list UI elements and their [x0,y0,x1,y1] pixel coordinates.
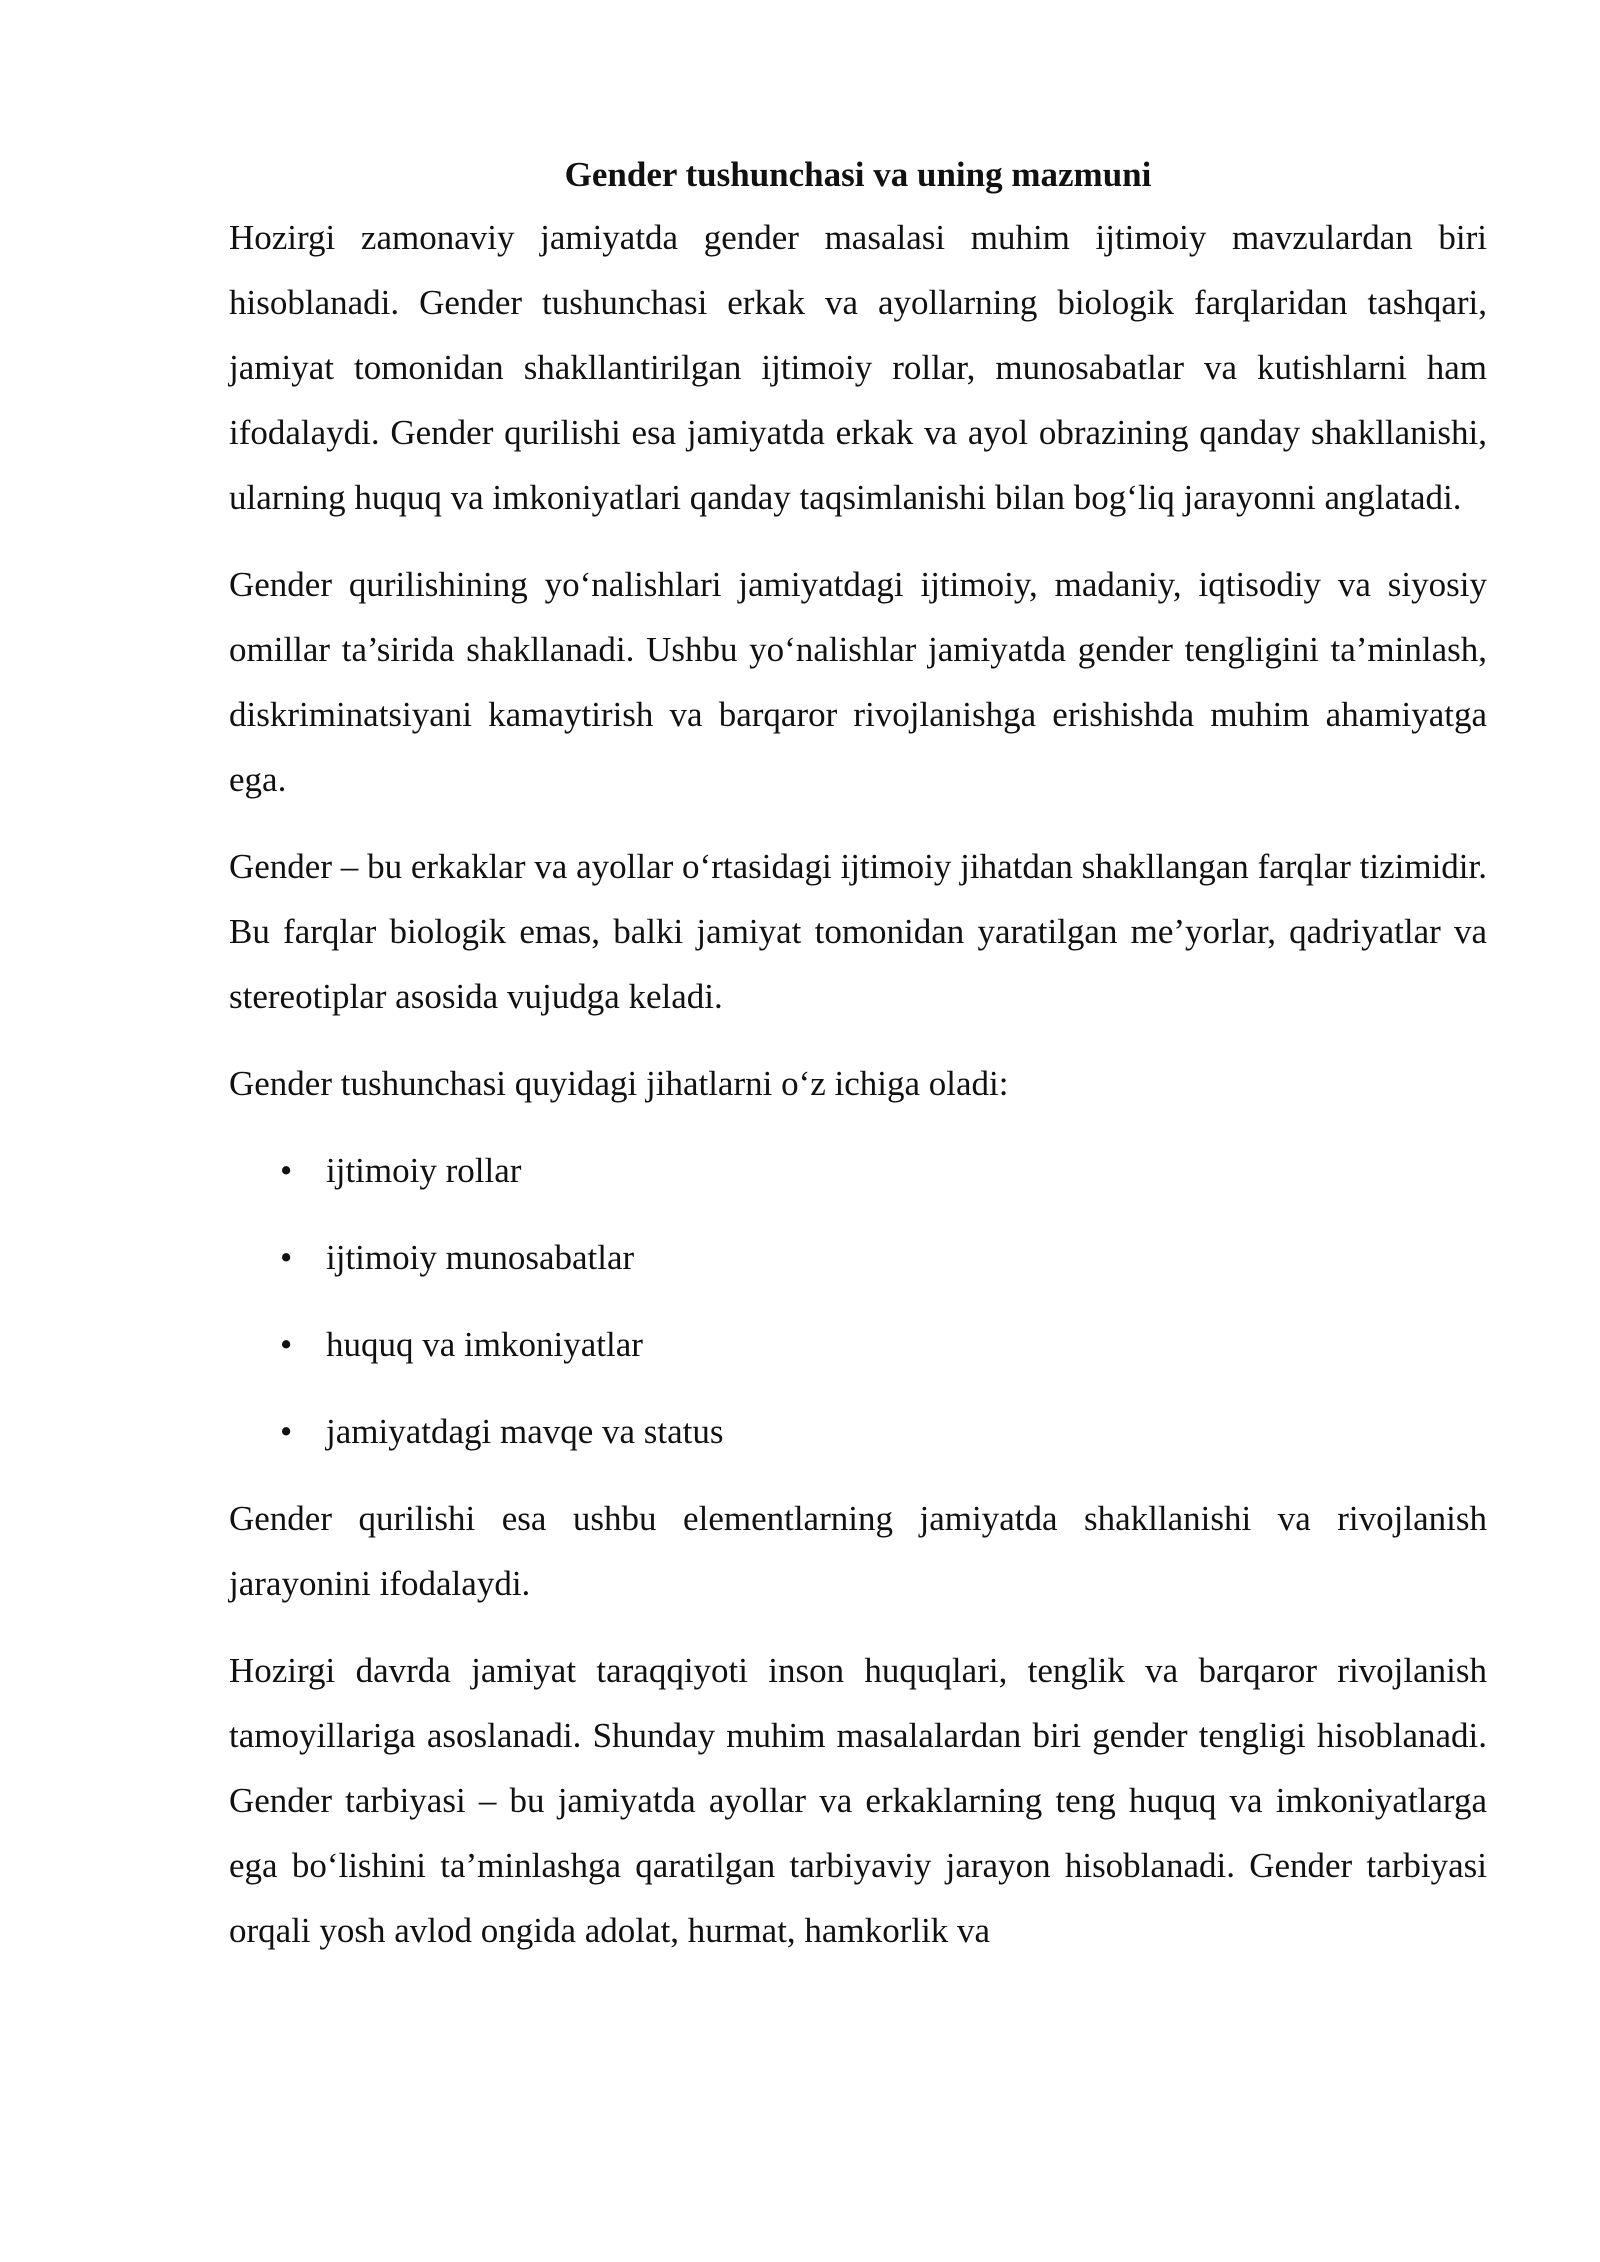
list-item [229,1225,1487,1290]
list-item-text: huquq va imkoniyatlar [326,1325,643,1364]
paragraph-directions: Gender qurilishining yo‘nalishlari jamiyatdagi ijtimoiy, madaniy, iqtisodiy va siyosiy omillar ta’sirida shakllanadi. Ushbu yo‘nalishlar jamiyatda gender tengligini ta’minlash, diskriminatsiyani kamaytirish va barqaror rivojlanishga erishishda muhim ahamiyatga ega. [229,565,1487,799]
bullet-icon: • [280,1238,293,1277]
paragraph-construction: Gender qurilishi esa ushbu elementlarning jamiyatda shakllanishi va rivojlanish jarayonini ifodalaydi. [229,1499,1487,1603]
document-page [229,150,1487,1985]
bullet-icon: • [280,1325,293,1364]
bullet-icon: • [280,1412,293,1451]
document-title: Gender tushunchasi va uning mazmuni [564,155,1152,194]
list-item [229,1312,1487,1377]
list-item [229,1138,1487,1203]
paragraph-education: Hozirgi davrda jamiyat taraqqiyoti inson huquqlari, tenglik va barqaror rivojlanish tamoyillariga asoslanadi. Shunday muhim masalalardan biri gender tengligi hisoblanadi. Gender tarbiyasi – bu jamiyatda ayollar va erkaklarning teng huquq va imkoniyatlarga ega bo‘lishini ta’minlashga qaratilgan tarbiyaviy jarayon hisoblanadi. Gender tarbiyasi orqali yosh avlod ongida adolat, hurmat, hamkorlik va [229,1651,1487,1950]
list-item [229,1399,1487,1464]
aspects-list [229,1138,1487,1464]
paragraph-definition: Gender – bu erkaklar va ayollar o‘rtasidagi ijtimoiy jihatdan shakllangan farqlar tizimidir. Bu farqlar biologik emas, balki jamiyat tomonidan yaratilgan me’yorlar, qadriyatlar va stereotiplar asosida vujudga keladi. [229,847,1487,1016]
paragraph-intro: Hozirgi zamonaviy jamiyatda gender masalasi muhim ijtimoiy mavzulardan biri hisoblanadi. Gender tushunchasi erkak va ayollarning biologik farqlaridan tashqari, jamiyat tomonidan shakllantirilgan ijtimoiy rollar, munosabatlar va kutishlarni ham ifodalaydi. Gender qurilishi esa jamiyatda erkak va ayol obrazining qanday shakllanishi, ularning huquq va imkoniyatlari qanday taqsimlanishi bilan bog‘liq jarayonni anglatadi. [229,218,1487,517]
list-item-text: ijtimoiy rollar [326,1151,522,1190]
bullet-icon: • [280,1151,293,1190]
paragraph-list-intro: Gender tushunchasi quyidagi jihatlarni o‘z ichiga oladi: [229,1064,1009,1103]
list-item-text: jamiyatdagi mavqe va status [326,1412,724,1451]
list-item-text: ijtimoiy munosabatlar [326,1238,635,1277]
